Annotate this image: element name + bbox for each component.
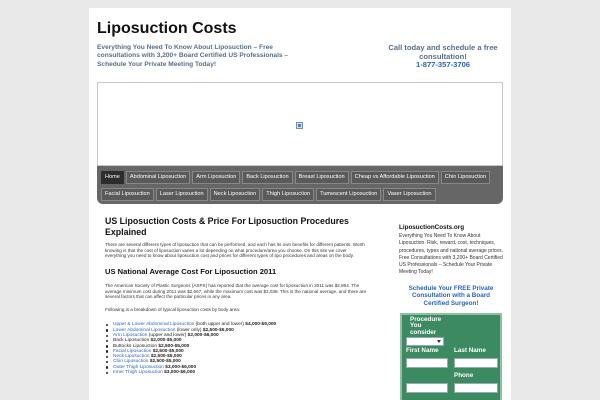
nav-item-arm[interactable]: Arm Liposuction <box>192 171 240 184</box>
sidebar-site-name: LiposuctionCosts.org <box>399 224 465 231</box>
procedure-select[interactable] <box>406 337 444 346</box>
nav-item-chin[interactable]: Chin Liposuction <box>441 171 490 184</box>
cost-link[interactable]: Chin Liposuction <box>113 359 149 365</box>
phone-label: Phone <box>454 371 474 379</box>
list-item: Neck Liposuction $2,500-$5,000 <box>105 354 367 359</box>
broken-image-icon <box>296 122 303 129</box>
nav-item-laser[interactable]: Laser Liposuction <box>156 188 208 201</box>
phone-input[interactable] <box>454 383 498 393</box>
nav-item-cheap[interactable]: Cheap vs Affordable Liposuction <box>351 171 439 184</box>
nav-item-neck[interactable]: Neck Liposuction <box>210 188 261 201</box>
breakdown-intro: Following is a breakdown of typical liposuction costs by body area: <box>105 306 241 312</box>
call-to-action <box>381 44 505 70</box>
consultation-cta: Schedule Your FREE Private Consultation with a Board Certified Surgeon! <box>408 284 494 307</box>
cost-link[interactable]: Outer Thigh Liposuction <box>113 364 164 370</box>
nav-row-2 <box>101 188 436 201</box>
procedure-label: Procedure You consider <box>410 315 442 336</box>
list-item: Inner Thigh Liposuction $3,000-$6,000 <box>105 370 367 375</box>
call-text: Call today and schedule a free consultation! <box>388 43 498 61</box>
list-item: Lower Abdominal Liposuction (lower only) $2,500-$5,000 <box>105 328 367 333</box>
email-input[interactable] <box>406 383 448 393</box>
list-item: Arm Liposuction (upper and lower) $2,000-$6,000 <box>105 333 367 338</box>
first-name-input[interactable] <box>406 358 448 368</box>
last-name-label: Last Name <box>454 346 486 354</box>
list-item: Outer Thigh Liposuction $3,000-$6,000 <box>105 365 367 370</box>
main-content <box>105 216 367 375</box>
nav-item-tumescent[interactable]: Tumescent Liposuction <box>316 188 381 201</box>
main-nav <box>97 166 503 204</box>
average-cost-heading: US National Average Cost For Liposuction 2011 <box>105 266 277 276</box>
nav-item-breast[interactable]: Breast Liposuction <box>295 171 349 184</box>
cost-link[interactable]: Inner Thigh Liposuction <box>113 370 163 376</box>
list-item: Facial Liposuction $2,500-$5,000 <box>105 349 367 354</box>
nav-item-home[interactable]: Home <box>101 171 124 184</box>
nav-item-facial[interactable]: Facial Liposuction <box>101 188 154 201</box>
list-item: Upper & Lower Abdominal Liposuction (both upper and lower) $4,000-$9,000 <box>105 322 367 327</box>
cost-link[interactable]: Upper & Lower Abdominal Liposuction <box>113 322 195 328</box>
site-title[interactable]: Liposuction Costs <box>97 20 237 37</box>
page <box>89 8 511 400</box>
nav-item-back[interactable]: Back Liposuction <box>242 171 292 184</box>
average-cost-paragraph: The American Society of Plastic Surgeons (ASPS) has reported that the average cost for liposuction in 2011 was $2,864. The average minimum cost during 2011 was $2,667, while the maximum cost was $3,038. This is the national average, and there are several factors that can affect the particular prices in any area. <box>105 282 367 300</box>
list-item: Chin Liposuction $2,500-$5,000 <box>105 359 367 364</box>
list-item: Back Liposuction $2,000-$5,000 <box>105 338 367 343</box>
cost-list <box>105 322 367 375</box>
nav-row-1 <box>101 171 490 184</box>
first-name-label: First Name <box>406 346 439 354</box>
nav-item-vaser[interactable]: Vaser Liposuction <box>383 188 435 201</box>
last-name-input[interactable] <box>454 358 498 368</box>
cost-link[interactable]: Arm Liposuction <box>113 332 148 338</box>
cost-link[interactable]: Neck Liposuction <box>113 354 150 360</box>
phone-number[interactable]: 1-877-357-3706 <box>415 60 471 70</box>
sidebar-description: Everything You Need To Know About Liposuction. Risk, reward, cost, techniques, procedures, types and national average prices. Free Consultations with 3,200+ Board Certified US Professionals – Schedule Your Private Meeting Today! <box>399 233 503 276</box>
cost-link[interactable]: Lower Abdominal Liposuction <box>113 327 176 333</box>
sidebar <box>399 224 503 400</box>
consultation-form <box>400 313 502 400</box>
page-title: US Liposuction Costs & Price For Liposuction Procedures Explained <box>105 216 349 237</box>
site-tagline: Everything You Need To Know About Liposuction – Free consultations with 3,200+ Board Certified US Professionals – Schedule Your Private Meeting Today! <box>97 44 289 68</box>
list-item: Buttocks Liposuction $2,500-$5,000 <box>105 344 367 349</box>
nav-item-abdominal[interactable]: Abdominal Liposuction <box>126 171 190 184</box>
banner-area <box>97 82 503 166</box>
intro-paragraph: There are several different types of liposuction that can be performed, and each has its own benefits for different patients. Worth knowing is that the cost of liposuction varies a lot depending on what procedure/area you choose. On this site we cover everything you need to know about liposuction cost and prices for different types of lipo procedures and areas on the body. <box>105 242 365 259</box>
nav-item-thigh[interactable]: Thigh Liposuction <box>262 188 314 201</box>
cost-link[interactable]: Facial Liposuction <box>113 348 152 354</box>
